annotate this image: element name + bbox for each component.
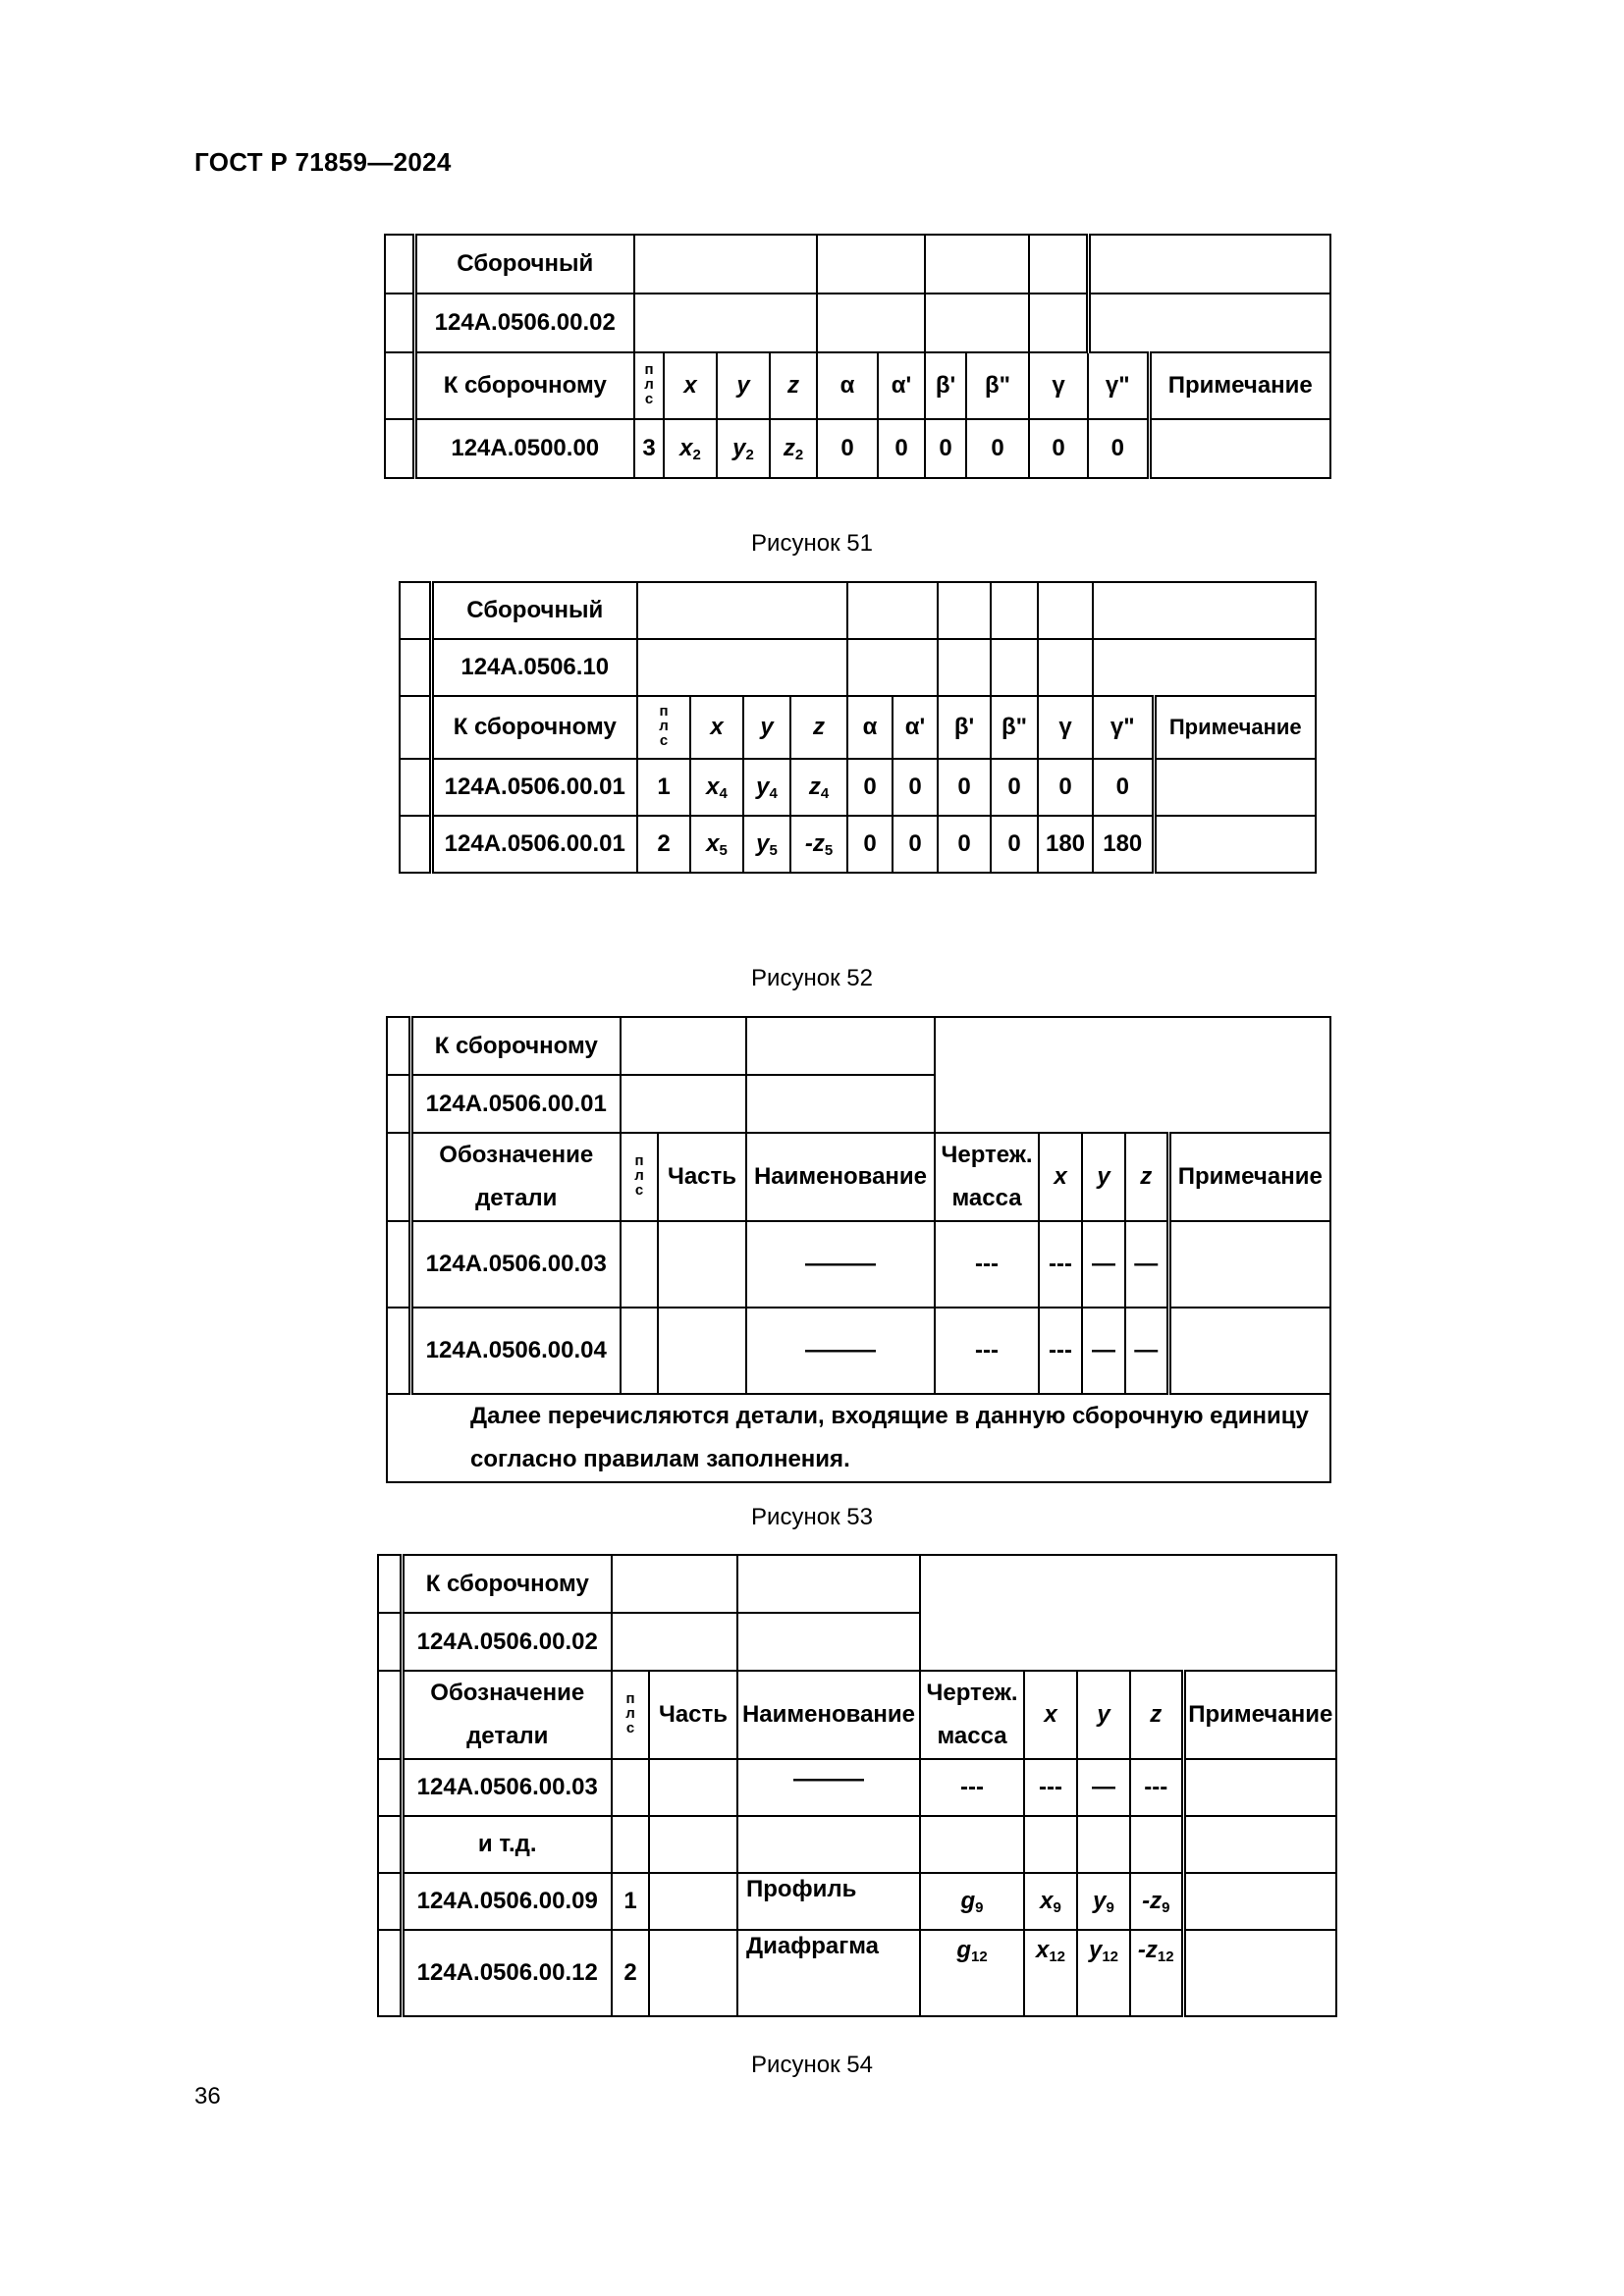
row-y: $y_9$	[1077, 1873, 1130, 1930]
row-mass: ---	[935, 1221, 1039, 1308]
row-y: $y_5$	[743, 816, 790, 873]
col-x: x	[1039, 1133, 1082, 1221]
col-alpha: α	[817, 352, 878, 419]
row-code: 124А.0506.00.01	[431, 816, 637, 873]
row-alpha-prime: 0	[878, 419, 925, 478]
table-row	[387, 1308, 1330, 1394]
col-gamma-double-prime: γ"	[1088, 352, 1149, 419]
col-alpha-prime: α'	[893, 696, 938, 759]
col-z: z	[1125, 1133, 1168, 1221]
row-alpha: 0	[847, 759, 893, 816]
row-pls: 1	[637, 759, 690, 816]
row-z: $z_2$	[770, 419, 817, 478]
pls-header: п л с	[637, 696, 690, 759]
row-gamma-double-prime: 0	[1093, 759, 1154, 816]
row-alpha: 0	[817, 419, 878, 478]
row-gamma-double-prime: 180	[1093, 816, 1154, 873]
document-header: ГОСТ Р 71859—2024	[194, 147, 452, 177]
row-y: —	[1077, 1759, 1130, 1816]
col-beta-prime: β'	[925, 352, 966, 419]
row-beta-double-prime: 0	[966, 419, 1029, 478]
col-designation: Обозначение детали	[410, 1133, 621, 1221]
to-assembly-label: К сборочному	[402, 1555, 612, 1613]
col-x: x	[1024, 1671, 1077, 1759]
row-beta-prime: 0	[938, 759, 991, 816]
row-mass: $g_{12}$	[920, 1930, 1024, 2016]
row-beta-prime: 0	[938, 816, 991, 873]
row-z: $z_4$	[790, 759, 847, 816]
row-name: Диафрагма	[737, 1930, 920, 2016]
row-alpha-prime: 0	[893, 759, 938, 816]
row-beta-double-prime: 0	[991, 759, 1038, 816]
col-part: Часть	[649, 1671, 737, 1759]
col-beta-double-prime: β"	[966, 352, 1029, 419]
to-assembly-label: К сборочному	[414, 352, 634, 419]
pls-header: п л с	[621, 1133, 658, 1221]
to-assembly-label: К сборочному	[410, 1017, 621, 1075]
col-note: Примечание	[1183, 1671, 1336, 1759]
row-z: $-z_{12}$	[1130, 1930, 1183, 2016]
assembly-code: 124А.0506.00.02	[402, 1613, 612, 1671]
col-beta-prime: β'	[938, 696, 991, 759]
col-z: z	[1130, 1671, 1183, 1759]
row-mass: ---	[920, 1759, 1024, 1816]
col-x: x	[664, 352, 717, 419]
row-pls: 1	[612, 1873, 649, 1930]
assembly-label: Сборочный	[431, 582, 637, 639]
col-alpha-prime: α'	[878, 352, 925, 419]
col-name: Наименование	[737, 1671, 920, 1759]
fill-note: Далее перечисляются детали, входящие в данную сборочную единицу согласно правилам заполнения.	[387, 1394, 1330, 1482]
row-z: —	[1125, 1221, 1168, 1308]
row-code: 124А.0506.00.04	[410, 1308, 621, 1394]
col-z: z	[790, 696, 847, 759]
col-designation: Обозначение детали	[402, 1671, 612, 1759]
col-note: Примечание	[1168, 1133, 1330, 1221]
figure-52-caption: Рисунок 52	[751, 965, 873, 991]
table-row	[378, 1873, 1336, 1930]
table-row	[385, 419, 1330, 478]
col-beta-double-prime: β"	[991, 696, 1038, 759]
row-pls: 3	[634, 419, 664, 478]
col-note: Примечание	[1154, 696, 1316, 759]
row-code: 124А.0506.00.12	[402, 1930, 612, 2016]
assembly-code: 124А.0506.00.01	[410, 1075, 621, 1133]
row-gamma-double-prime: 0	[1088, 419, 1149, 478]
figure-54-table	[377, 1554, 1337, 2017]
row-name: ———	[746, 1308, 935, 1394]
assembly-code: 124А.0506.10	[431, 639, 637, 696]
to-assembly-label: К сборочному	[431, 696, 637, 759]
figure-53-caption: Рисунок 53	[751, 1504, 873, 1530]
row-x: ---	[1039, 1221, 1082, 1308]
col-y: y	[1082, 1133, 1125, 1221]
col-y: y	[717, 352, 770, 419]
row-x: $x_{12}$	[1024, 1930, 1077, 2016]
row-x: ---	[1024, 1759, 1077, 1816]
row-y: $y_{12}$	[1077, 1930, 1130, 2016]
page-number: 36	[194, 2083, 221, 2109]
row-z: $-z_9$	[1130, 1873, 1183, 1930]
row-pls: 2	[637, 816, 690, 873]
table-row	[400, 759, 1316, 816]
row-z: ---	[1130, 1759, 1183, 1816]
col-mass: Чертеж. масса	[920, 1671, 1024, 1759]
row-alpha-prime: 0	[893, 816, 938, 873]
figure-54-caption: Рисунок 54	[751, 2052, 873, 2078]
row-x: $x_2$	[664, 419, 717, 478]
row-x: $x_5$	[690, 816, 743, 873]
col-y: y	[1077, 1671, 1130, 1759]
row-code: 124А.0500.00	[414, 419, 634, 478]
row-name: ———	[746, 1221, 935, 1308]
row-y: $y_4$	[743, 759, 790, 816]
row-name: Профиль	[737, 1873, 920, 1930]
row-mass: $g_9$	[920, 1873, 1024, 1930]
col-note: Примечание	[1149, 352, 1330, 419]
row-code: 124А.0506.00.01	[431, 759, 637, 816]
figure-51-caption: Рисунок 51	[751, 530, 873, 557]
pls-header: п л с	[634, 352, 664, 419]
row-x: $x_4$	[690, 759, 743, 816]
col-gamma-double-prime: γ"	[1093, 696, 1154, 759]
row-code: 124А.0506.00.03	[410, 1221, 621, 1308]
row-x: $x_9$	[1024, 1873, 1077, 1930]
row-gamma: 0	[1029, 419, 1088, 478]
row-code: 124А.0506.00.03	[402, 1759, 612, 1816]
figure-52-table	[399, 581, 1317, 874]
table-row	[378, 1759, 1336, 1816]
figure-51-table	[384, 234, 1331, 479]
row-code: 124А.0506.00.09	[402, 1873, 612, 1930]
row-y: $y_2$	[717, 419, 770, 478]
row-beta-double-prime: 0	[991, 816, 1038, 873]
row-code: и т.д.	[402, 1816, 612, 1873]
row-z: —	[1125, 1308, 1168, 1394]
col-x: x	[690, 696, 743, 759]
row-x: ---	[1039, 1308, 1082, 1394]
col-y: y	[743, 696, 790, 759]
row-name: ———	[737, 1759, 920, 1816]
row-mass: ---	[935, 1308, 1039, 1394]
col-gamma: γ	[1029, 352, 1088, 419]
row-y: —	[1082, 1308, 1125, 1394]
assembly-label: Сборочный	[414, 235, 634, 294]
row-pls: 2	[612, 1930, 649, 2016]
assembly-code: 124А.0506.00.02	[414, 294, 634, 352]
row-alpha: 0	[847, 816, 893, 873]
col-alpha: α	[847, 696, 893, 759]
figure-53-table	[386, 1016, 1331, 1483]
table-row	[400, 816, 1316, 873]
row-gamma: 180	[1038, 816, 1093, 873]
row-z: $-z_5$	[790, 816, 847, 873]
col-part: Часть	[658, 1133, 746, 1221]
col-gamma: γ	[1038, 696, 1093, 759]
col-z: z	[770, 352, 817, 419]
row-beta-prime: 0	[925, 419, 966, 478]
pls-header: п л с	[612, 1671, 649, 1759]
table-row	[387, 1221, 1330, 1308]
col-name: Наименование	[746, 1133, 935, 1221]
row-y: —	[1082, 1221, 1125, 1308]
table-row	[378, 1930, 1336, 2016]
col-mass: Чертеж. масса	[935, 1133, 1039, 1221]
row-gamma: 0	[1038, 759, 1093, 816]
table-row	[378, 1816, 1336, 1873]
